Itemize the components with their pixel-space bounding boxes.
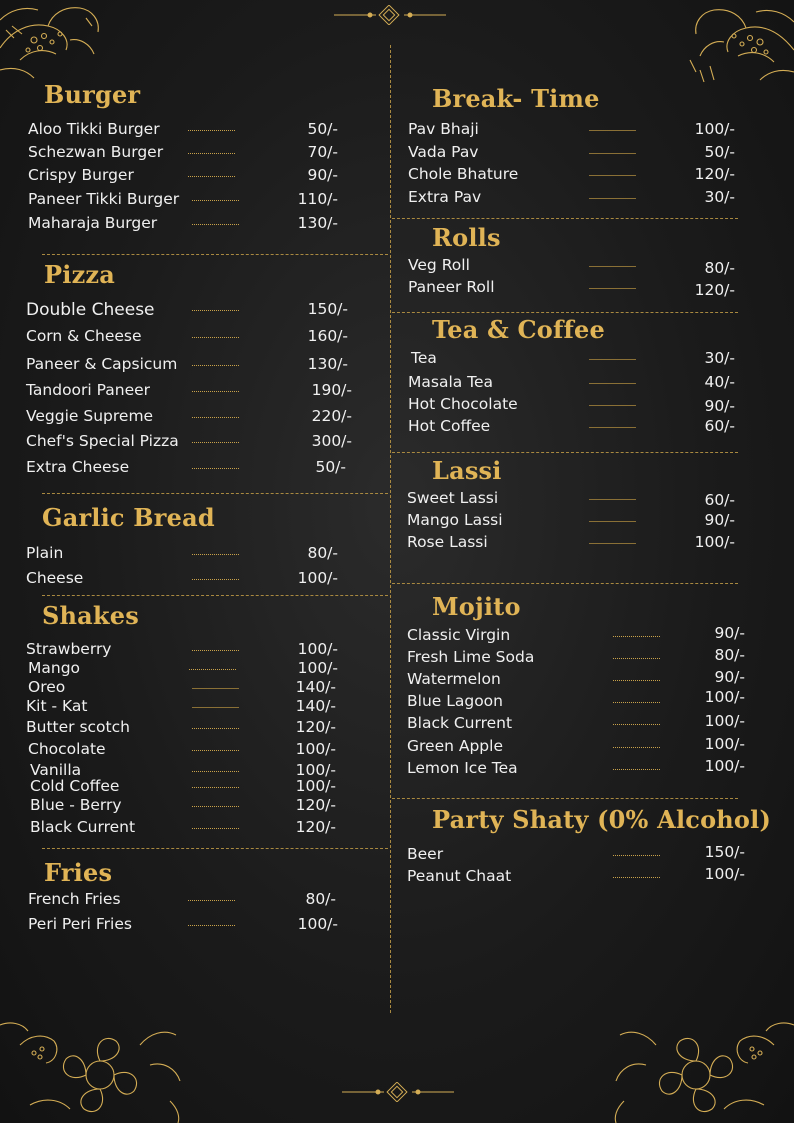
menu-item [26, 544, 346, 564]
leader-line [192, 707, 239, 708]
dotted-leader [613, 702, 660, 703]
leader-line [589, 153, 636, 154]
leader-line [589, 288, 636, 289]
section-title: Burger [44, 80, 141, 109]
leader-line [589, 130, 636, 131]
item-name: Hot Chocolate [408, 395, 518, 413]
item-price: 100/- [297, 659, 338, 677]
item-name: Black Current [407, 714, 513, 732]
section-title: Lassi [432, 456, 502, 485]
item-name: Tandoori Paneer [26, 381, 151, 399]
menu-item [407, 714, 752, 734]
divider-ornament-top-icon [330, 5, 450, 25]
item-price: 100/- [694, 120, 735, 138]
item-name: Paneer & Capsicum [26, 355, 178, 373]
item-name: Beer [407, 845, 444, 863]
item-price: 80/- [714, 646, 745, 664]
leader-line [589, 405, 636, 406]
column-divider [390, 45, 391, 1013]
item-price: 90/- [714, 668, 745, 686]
item-price: 220/- [311, 407, 352, 425]
section-title: Fries [44, 858, 113, 887]
item-price: 100/- [295, 740, 336, 758]
item-name: Extra Cheese [26, 458, 130, 476]
dotted-leader [613, 877, 660, 878]
item-name: Vada Pav [408, 143, 479, 161]
item-name: Green Apple [407, 737, 503, 755]
item-price: 160/- [307, 327, 348, 345]
menu-item [408, 395, 748, 415]
dotted-leader [188, 176, 235, 177]
item-price: 140/- [295, 678, 336, 696]
section-divider [392, 452, 738, 453]
dotted-leader [613, 636, 660, 637]
item-name: Classic Virgin [407, 626, 511, 644]
item-name: Hot Coffee [408, 417, 491, 435]
item-name: Peanut Chaat [407, 867, 512, 885]
item-name: Lemon Ice Tea [407, 759, 518, 777]
dotted-leader [192, 771, 239, 772]
dotted-leader [613, 769, 660, 770]
item-price: 300/- [311, 432, 352, 450]
item-price: 100/- [295, 761, 336, 779]
item-price: 90/- [307, 166, 338, 184]
section-divider [392, 312, 738, 313]
item-price: 100/- [295, 777, 336, 795]
menu-item [408, 188, 748, 208]
menu-item [26, 818, 346, 838]
item-price: 100/- [704, 757, 745, 775]
item-name: Peri Peri Fries [28, 915, 132, 933]
item-price: 80/- [307, 544, 338, 562]
leader-line [589, 543, 636, 544]
section-title: Pizza [44, 260, 115, 289]
item-name: Chole Bhature [408, 165, 519, 183]
dotted-leader [192, 750, 239, 751]
dotted-leader [192, 468, 239, 469]
item-price: 100/- [704, 688, 745, 706]
dotted-leader [192, 650, 239, 651]
menu-item [407, 737, 752, 757]
item-name: Double Cheese [26, 300, 155, 320]
section-title: Tea & Coffee [432, 315, 606, 344]
menu-item [26, 300, 356, 320]
section-divider [392, 798, 738, 799]
dotted-leader [613, 724, 660, 725]
menu-item [407, 648, 752, 668]
item-price: 90/- [714, 624, 745, 642]
section-title: Break- Time [432, 84, 600, 113]
item-price: 130/- [297, 214, 338, 232]
dotted-leader [188, 900, 235, 901]
item-price: 130/- [307, 355, 348, 373]
item-price: 100/- [704, 865, 745, 883]
menu-item [26, 381, 356, 401]
item-name: Paneer Roll [408, 278, 495, 296]
item-price: 120/- [295, 796, 336, 814]
item-name: Chef's Special Pizza [26, 432, 179, 450]
dotted-leader [613, 680, 660, 681]
leader-line [589, 383, 636, 384]
section-divider [42, 848, 388, 849]
item-price: 190/- [311, 381, 352, 399]
item-name: Cold Coffee [30, 777, 120, 795]
item-price: 80/- [704, 259, 735, 277]
item-price: 50/- [315, 458, 346, 476]
menu-item [26, 659, 346, 679]
section-title: Mojito [432, 592, 521, 621]
item-name: Butter scotch [26, 718, 130, 736]
item-name: Mango Lassi [407, 511, 503, 529]
item-name: Plain [26, 544, 64, 562]
item-name: Corn & Cheese [26, 327, 142, 345]
dotted-leader [188, 925, 235, 926]
item-name: French Fries [28, 890, 121, 908]
item-name: Veg Roll [408, 256, 470, 274]
menu-item [26, 777, 346, 797]
menu-item [408, 120, 748, 140]
item-name: Oreo [28, 678, 66, 696]
menu-item [26, 569, 346, 589]
menu-item [407, 533, 747, 553]
item-name: Chocolate [28, 740, 106, 758]
item-price: 150/- [704, 843, 745, 861]
leader-line [589, 359, 636, 360]
menu-item [407, 759, 752, 779]
menu-item [26, 355, 356, 375]
item-price: 50/- [307, 120, 338, 138]
item-price: 60/- [704, 417, 735, 435]
item-name: Schezwan Burger [28, 143, 164, 161]
dotted-leader [192, 337, 239, 338]
section-title: Shakes [42, 601, 139, 630]
item-price: 120/- [295, 818, 336, 836]
menu-item [26, 640, 346, 660]
menu-item [26, 458, 356, 478]
item-name: Aloo Tikki Burger [28, 120, 160, 138]
item-price: 70/- [307, 143, 338, 161]
menu-item [407, 688, 752, 712]
dotted-leader [613, 658, 660, 659]
menu-item [26, 718, 346, 738]
item-price: 100/- [704, 735, 745, 753]
menu-item [28, 166, 348, 186]
dotted-leader [192, 365, 239, 366]
item-price: 40/- [704, 373, 735, 391]
item-name: Tea [411, 349, 437, 367]
menu-item [407, 845, 752, 865]
menu-item [26, 407, 356, 427]
section-title: Rolls [432, 223, 501, 252]
dotted-leader [192, 310, 239, 311]
menu-item [26, 740, 346, 760]
item-price: 100/- [297, 915, 338, 933]
dotted-leader [192, 554, 239, 555]
menu-item [26, 697, 346, 717]
item-name: Vanilla [30, 761, 82, 779]
menu-item [407, 489, 747, 509]
dotted-leader [192, 442, 239, 443]
menu-item [408, 256, 748, 276]
item-name: Blue - Berry [30, 796, 122, 814]
dotted-leader [192, 224, 239, 225]
item-price: 100/- [694, 533, 735, 551]
section-divider [392, 583, 738, 584]
menu-item [408, 417, 748, 437]
menu-item [28, 190, 348, 210]
dotted-leader [192, 787, 239, 788]
item-price: 100/- [297, 569, 338, 587]
floral-corner-top-left-icon [0, 0, 115, 80]
menu-item [26, 678, 346, 698]
item-name: Watermelon [407, 670, 501, 688]
menu-item [28, 214, 348, 234]
item-name: Paneer Tikki Burger [28, 190, 180, 208]
floral-corner-bottom-left-icon [0, 1005, 195, 1123]
leader-line [589, 427, 636, 428]
item-name: Fresh Lime Soda [407, 648, 535, 666]
item-price: 30/- [704, 349, 735, 367]
item-name: Pav Bhaji [408, 120, 479, 138]
item-price: 120/- [694, 281, 735, 299]
menu-item [28, 143, 348, 163]
item-price: 120/- [295, 718, 336, 736]
dotted-leader [192, 828, 239, 829]
dotted-leader [192, 417, 239, 418]
dotted-leader [613, 855, 660, 856]
leader-line [589, 175, 636, 176]
item-price: 100/- [297, 640, 338, 658]
leader-line [589, 266, 636, 267]
section-title: Party Shaty (0% Alcohol) [432, 805, 772, 834]
menu-item [407, 511, 747, 531]
item-name: Strawberry [26, 640, 112, 658]
floral-corner-bottom-right-icon [600, 1005, 794, 1123]
section-divider [42, 595, 388, 596]
menu-item [407, 626, 752, 646]
item-price: 50/- [704, 143, 735, 161]
item-name: Extra Pav [408, 188, 482, 206]
item-price: 80/- [305, 890, 336, 908]
section-divider [42, 254, 388, 255]
dotted-leader [188, 153, 235, 154]
item-name: Black Current [30, 818, 136, 836]
item-name: Blue Lagoon [407, 692, 503, 710]
dotted-leader [189, 669, 236, 670]
item-name: Veggie Supreme [26, 407, 154, 425]
item-price: 60/- [704, 491, 735, 509]
item-price: 110/- [297, 190, 338, 208]
menu-item [28, 120, 348, 140]
item-price: 90/- [704, 511, 735, 529]
item-price: 150/- [307, 300, 348, 318]
menu-item [408, 349, 748, 369]
menu-item [408, 278, 748, 298]
dotted-leader [192, 728, 239, 729]
item-name: Sweet Lassi [407, 489, 499, 507]
menu-item [28, 890, 348, 910]
section-divider [392, 218, 738, 219]
item-name: Crispy Burger [28, 166, 134, 184]
menu-item [408, 143, 748, 163]
section-title: Garlic Bread [42, 503, 215, 532]
dotted-leader [192, 391, 239, 392]
item-price: 140/- [295, 697, 336, 715]
leader-line [589, 198, 636, 199]
divider-ornament-bottom-icon [338, 1082, 458, 1102]
item-price: 90/- [704, 397, 735, 415]
menu-item [408, 165, 748, 185]
menu-item [408, 373, 748, 393]
leader-line [589, 499, 636, 500]
item-name: Masala Tea [408, 373, 494, 391]
section-divider [42, 493, 388, 494]
dotted-leader [188, 130, 235, 131]
menu-item [26, 327, 356, 347]
dotted-leader [192, 806, 239, 807]
item-name: Mango [28, 659, 81, 677]
menu-item [28, 915, 348, 935]
item-price: 100/- [704, 712, 745, 730]
menu-item [26, 432, 356, 452]
leader-line [589, 521, 636, 522]
dotted-leader [192, 200, 239, 201]
item-name: Kit - Kat [26, 697, 88, 715]
dotted-leader [192, 579, 239, 580]
menu-item [407, 867, 752, 887]
menu-item [26, 796, 346, 816]
item-price: 30/- [704, 188, 735, 206]
item-price: 120/- [694, 165, 735, 183]
floral-corner-top-right-icon [680, 0, 794, 85]
menu-item [407, 670, 752, 690]
dotted-leader [613, 747, 660, 748]
item-name: Rose Lassi [407, 533, 488, 551]
item-name: Cheese [26, 569, 84, 587]
leader-line [192, 688, 239, 689]
item-name: Maharaja Burger [28, 214, 158, 232]
